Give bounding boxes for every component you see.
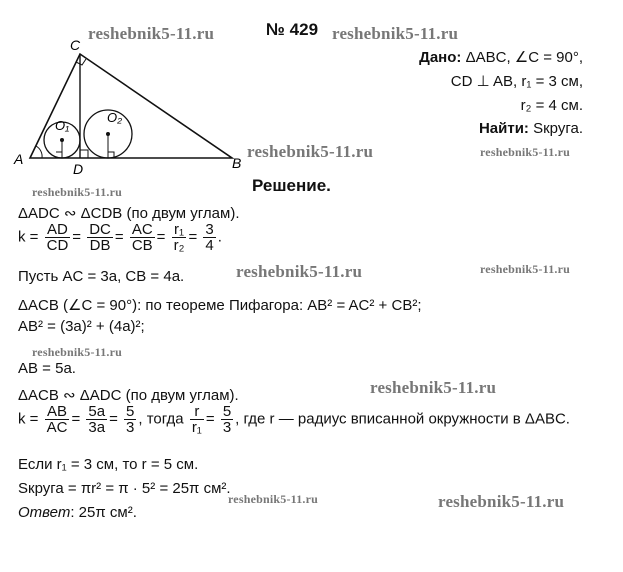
fraction: $\frac{\text{r₁}}{\text{r₂}}$ [173, 221, 185, 254]
solution-title: Решение. [252, 176, 331, 195]
label-c: C [70, 37, 81, 53]
answer-value: : 25π см². [70, 504, 137, 521]
given-line-1 [419, 46, 583, 70]
fraction: $\frac{AC}{CB}$ [131, 221, 153, 254]
watermark: reshebnik5-11.ru [228, 492, 318, 506]
watermark: reshebnik5-11.ru [32, 345, 122, 359]
solution-line-7: ΔACB ∾ ΔADC (по двум углам). [18, 387, 239, 404]
solution-line-2: k = $\frac{AD}{CD}$ = $\frac{DC}{DB}$ = $\frac{AC}{CB}$ = $\frac{\text{r₁}}{\text{r₂}}$ = $\frac{3}{4}$ . [18, 221, 222, 254]
watermark: reshebnik5-11.ru [370, 378, 497, 397]
problem-number: № 429 [266, 20, 319, 39]
fraction: $\frac{AD}{CD}$ [46, 221, 69, 254]
watermark: reshebnik5-11.ru [332, 24, 459, 43]
radius-explanation: , где r — радиус вписанной окружности в ΔABC. [235, 410, 570, 428]
k-symbol: k = [18, 410, 39, 428]
label-d: D [73, 161, 84, 175]
fraction: $\frac{3}{4}$ [205, 221, 214, 254]
given-line-2: CD ⊥ AB, r₁ = 3 см, [450, 73, 583, 90]
watermark: reshebnik5-11.ru [32, 185, 122, 199]
angle-arc-a [36, 146, 42, 158]
answer-line [18, 504, 137, 521]
fraction: $\frac{5}{3}$ [126, 403, 135, 436]
solution-line-1: ΔADC ∾ ΔCDB (по двум углам). [18, 205, 240, 222]
fraction: $\frac{r}{\text{r₁}}$ [191, 403, 202, 436]
center-o2 [106, 132, 110, 136]
solution-line-8: k = $\frac{AB}{AC}$ = $\frac{5a}{3a}$ = $\frac{5}{3}$ , тогда $\frac{r}{\text{r₁}}$ = $\frac{5}{3}$ , где r — радиус вписанной окружности в ΔABC. [18, 403, 570, 436]
solution-line-10: Sкруга = πr² = π · 5² = 25π см². [18, 480, 231, 497]
solution-line-3: Пусть AC = 3a, CB = 4a. [18, 268, 185, 285]
label-a: A [14, 151, 24, 167]
fraction: $\frac{AB}{AC}$ [46, 403, 68, 436]
find-label: Найти: [478, 120, 529, 137]
then-text: , тогда [138, 410, 184, 428]
find-block [479, 120, 583, 137]
fraction: $\frac{5a}{3a}$ [88, 403, 106, 436]
answer-label: Ответ [18, 504, 71, 521]
given-block [419, 46, 583, 118]
solution-line-6: AB = 5a. [18, 360, 76, 377]
label-b: B [232, 155, 242, 171]
watermark: reshebnik5-11.ru [438, 492, 565, 511]
find-value: Sкруга. [533, 120, 583, 137]
fraction: $\frac{DC}{DB}$ [89, 221, 111, 254]
fraction: $\frac{5}{3}$ [222, 403, 232, 436]
given-line-3: r₂ = 4 см. [520, 97, 583, 114]
solution-line-5: AB² = (3a)² + (4a)²; [18, 318, 145, 335]
watermark: reshebnik5-11.ru [247, 142, 374, 161]
watermark: reshebnik5-11.ru [480, 145, 570, 159]
watermark: reshebnik5-11.ru [480, 262, 570, 276]
solution-line-4: ΔACB (∠C = 90°): по теореме Пифагора: AB² = AC² + CB²; [18, 297, 422, 314]
solution-line-9: Если r₁ = 3 см, то r = 5 см. [18, 456, 199, 473]
right-angle-d [80, 150, 88, 158]
given-text-1: ΔABC, ∠C = 90°, [465, 49, 583, 66]
center-o1 [60, 138, 64, 142]
given-label: Дано: [419, 49, 462, 66]
triangle-figure [0, 30, 250, 175]
watermark: reshebnik5-11.ru [88, 24, 215, 43]
k-symbol: k = [18, 228, 39, 246]
watermark: reshebnik5-11.ru [236, 262, 363, 281]
label-o2: O₂ [107, 110, 123, 125]
label-o1: O₁ [55, 118, 70, 133]
